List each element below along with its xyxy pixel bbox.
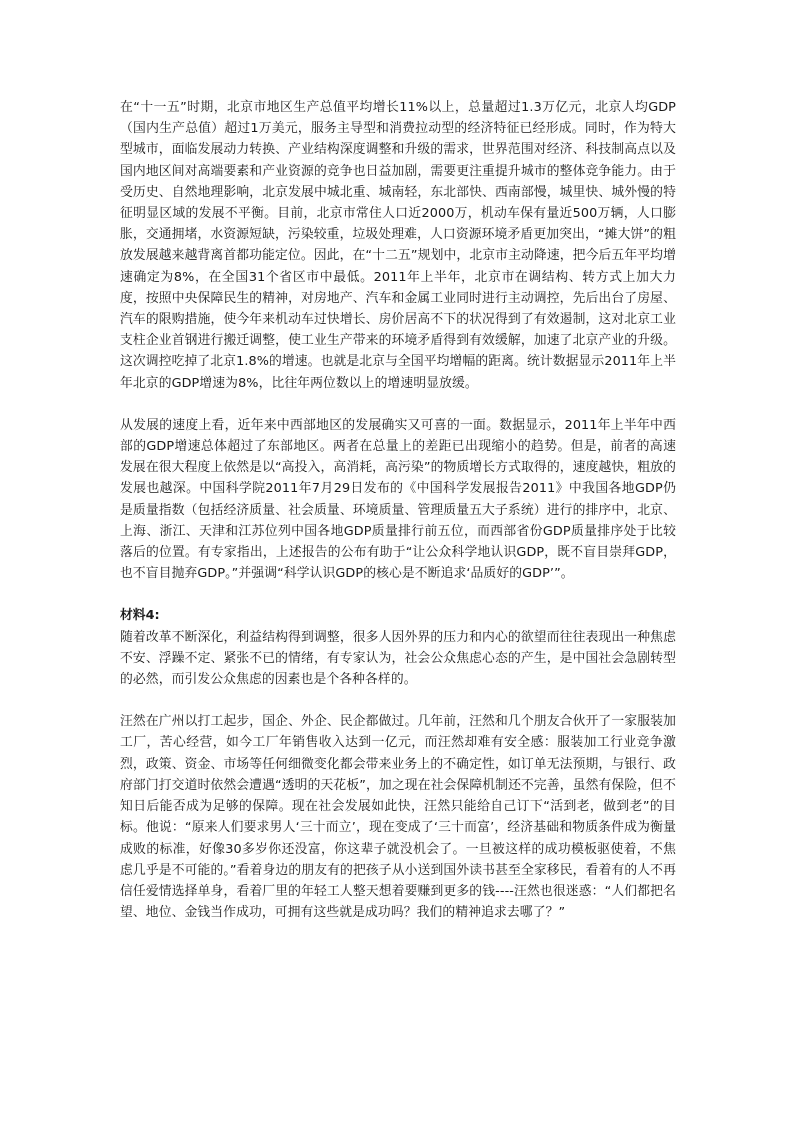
document-page (120, 97, 676, 923)
paragraph-spacer (120, 690, 676, 711)
paragraph-beijing-growth: 在“十一五”时期，北京市地区生产总值平均增长11%以上，总量超过1.3万亿元，北京人均GDP（国内生产总值）超过1万美元，服务主导型和消费拉动型的经济特征已经形成。同时，作为特大型城市，面临发展动力转换、产业结构深度调整和升级的需求，世界范围对经济、科技制高点以及国内地区间对高端要素和产业资源的竞争也日益加剧，需要更注重提升城市的整体竞争能力。由于受历史、自然地理影响，北京发展中城北重、城南轻，东北部快、西南部慢，城里快、城外慢的特征明显区域的发展不平衡。目前，北京市常住人口近2000万，机动车保有量近500万辆，人口膨胀，交通拥堵，水资源短缺，污染较重，垃圾处理难，人口资源环境矛盾更加突出，“摊大饼”的粗放发展越来越背离首都功能定位。因此，在“十二五”规划中，北京市主动降速，把今后五年平均增速确定为8%，在全国31个省区市中最低。2011年上半年，北京市在调结构、转方式上加大力度，按照中央保障民生的精神，对房地产、汽车和金属工业同时进行主动调控，先后出台了房屋、汽车的限购措施，使今年来机动车过快增长、房价居高不下的状况得到了有效遏制，这对北京工业支柱企业首钢进行搬迁调整，使工业生产带来的环境矛盾得到有效缓解，加速了北京产业的升级。这次调控吃掉了北京1.8%的增速。也就是北京与全国平均增幅的距离。统计数据显示2011年上半年北京的GDP增速为8%，比往年两位数以上的增速明显放缓。 (120, 100, 676, 391)
paragraph-social-anxiety: 随着改革不断深化，利益结构得到调整，很多人因外界的压力和内心的欲望而往往表现出一种焦虑不安、浮躁不定、紧张不已的情绪，有专家认为，社会公众焦虑心态的产生，是中国社会急剧转型的必然，而引发公众焦虑的因素也是个各种各样的。 (120, 629, 676, 688)
paragraph-spacer (120, 394, 676, 415)
paragraph-central-western-development: 从发展的速度上看，近年来中西部地区的发展确实又可喜的一面。数据显示，2011年上半年中西部的GDP增速总体超过了东部地区。两者在总量上的差距已出现缩小的趋势。但是，前者的高速发展在很大程度上依然是以“高投入，高消耗，高污染”的物质增长方式取得的，速度越快，粗放的发展也越深。中国科学院2011年7月29日发布的《中国科学发展报告2011》中我国各地GDP仍是质量指数（包括经济质量、社会质量、环境质量、管理质量五大子系统）进行的排序中，北京、上海、浙江、天津和江苏位列中国各地GDP质量排行前五位，而西部省份GDP质量排序处于比较落后的位置。有专家指出，上述报告的公布有助于“让公众科学地认识GDP，既不盲目崇拜GDP，也不盲目抛弃GDP。”并强调“科学认识GDP的核心是不断追求‘品质好的GDP’”。 (120, 417, 676, 582)
paragraph-spacer (120, 584, 676, 605)
paragraph-wang-ran-story: 汪然在广州以打工起步，国企、外企、民企都做过。几年前，汪然和几个朋友合伙开了一家服装加工厂，苦心经营，如今工厂年销售收入达到一亿元，而汪然却难有安全感：服装加工行业竞争激烈，政策、资金、市场等任何细微变化都会带来业务上的不确定性，如订单无法预期，与银行、政府部门打交道时依然会遭遇“透明的天花板”，加之现在社会保障机制还不完善，虽然有保险，但不知日后能否成为足够的保障。现在社会发展如此快，汪然只能给自己订下“活到老，做到老”的目标。他说：“原来人们要求男人‘三十而立’，现在变成了‘三十而富’，经济基础和物质条件成为衡量成败的标准，好像30多岁你还没富，你这辈子就没机会了。一旦被这样的成功模板驱使着，不焦虑几乎是不可能的。”看着身边的朋友有的把孩子从小送到国外读书甚至全家移民，看着有的人不再信任爱情选择单身，看着厂里的年轻工人整天想着要赚到更多的钱----汪然也很迷惑：“人们都把名望、地位、金钱当作成功，可拥有这些就是成功吗？我们的精神追求去哪了？” (120, 714, 676, 921)
material-heading: 材料4: (120, 608, 160, 624)
